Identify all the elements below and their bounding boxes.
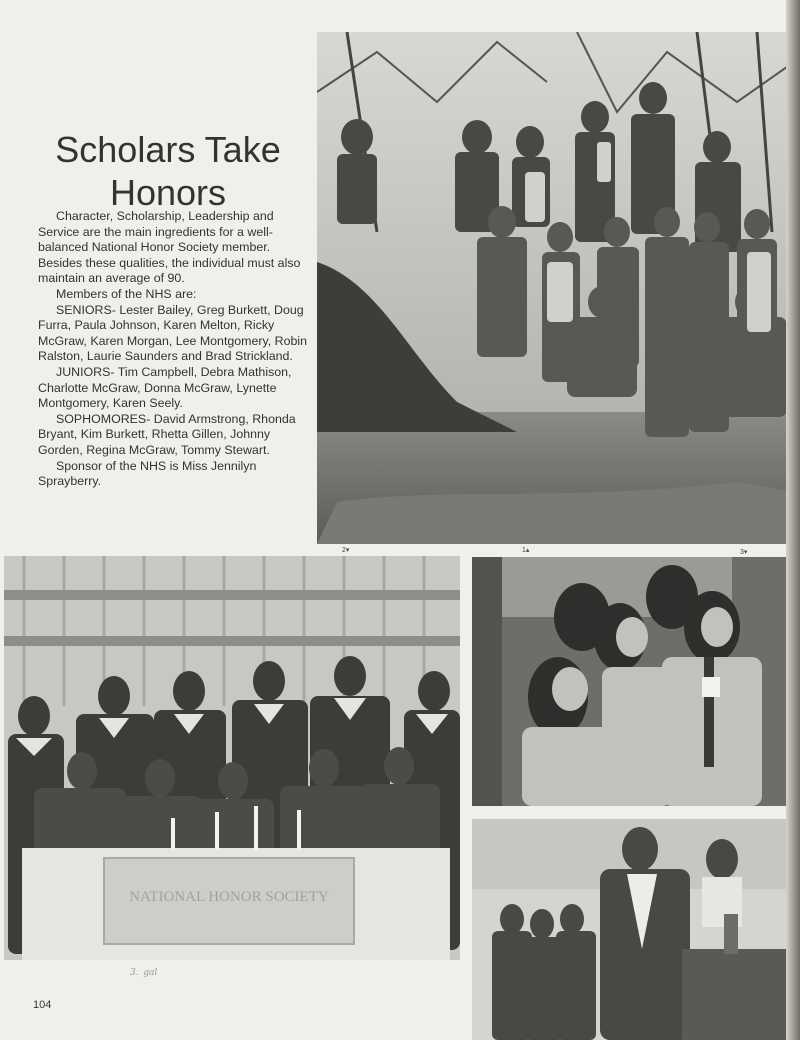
sophomores-list: SOPHOMORES- David Armstrong, Rhonda Bryant, Kim Burkett, Rhetta Gillen, Johnny Gorden, Regina McGraw, Tommy Stewart. xyxy=(38,411,296,457)
page-number: 104 xyxy=(33,999,52,1011)
candle-lighting-photo xyxy=(472,557,790,806)
article-body xyxy=(38,209,308,490)
page-binding-edge xyxy=(786,0,800,1040)
seniors-list: SENIORS- Lester Bailey, Greg Burkett, Doug Furra, Paula Johnson, Karen Melton, Ricky McGraw, Karen Morgan, Lee Montgomery, Robin Ralston, Laurie Saunders and Brad Strickland. xyxy=(38,302,308,364)
photo-label-2: 2▾ xyxy=(342,547,350,554)
photo-label-3: 3▾ xyxy=(740,549,748,556)
induction-group-photo xyxy=(4,556,460,960)
sponsor-paragraph: Sponsor of the NHS is Miss Jennilyn Sprayberry. xyxy=(38,458,257,489)
members-heading: Members of the NHS are: xyxy=(56,286,197,301)
page-title: Scholars Take Honors xyxy=(55,129,281,213)
pencil-annotation: 3. gal xyxy=(130,968,158,978)
photo-label-1: 1▴ xyxy=(522,547,530,554)
group-photo-outdoors xyxy=(317,32,794,544)
banner-text: NATIONAL HONOR SOCIETY xyxy=(129,889,329,905)
ceremony-podium-photo xyxy=(472,819,790,1040)
juniors-list: JUNIORS- Tim Campbell, Debra Mathison, Charlotte McGraw, Donna McGraw, Lynette Montgomery, Karen Seely. xyxy=(38,364,292,411)
intro-paragraph: Character, Scholarship, Leadership and Service are the main ingredients for a well-balanced National Honor Society member. Besides these qualities, the individual must also maintain an average of 90. xyxy=(38,209,301,286)
